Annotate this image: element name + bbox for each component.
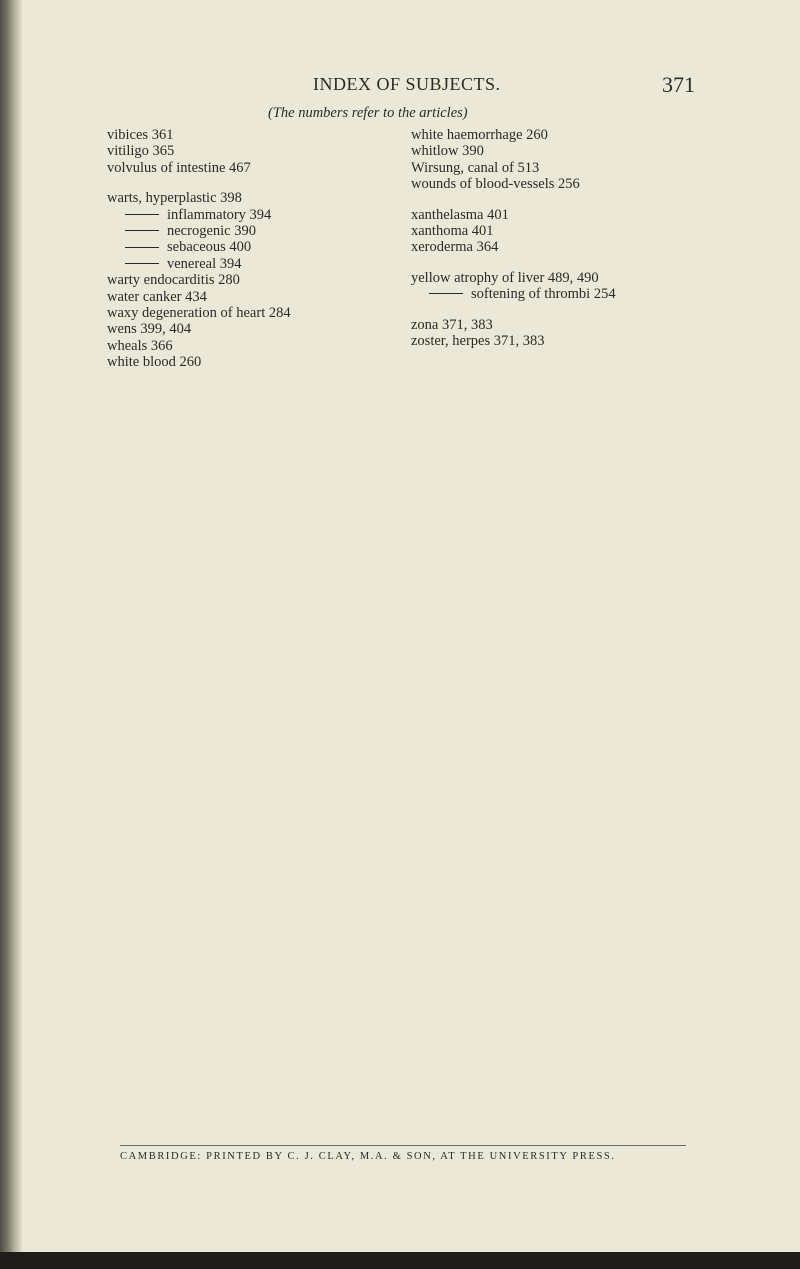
running-head: INDEX OF SUBJECTS.	[313, 74, 501, 94]
index-entry-text: inflammatory 394	[167, 206, 272, 223]
ditto-dash	[125, 230, 159, 231]
index-entry	[107, 321, 397, 337]
index-entry	[411, 317, 701, 333]
index-entry-text: xanthelasma 401	[411, 206, 509, 223]
index-entry	[411, 207, 701, 223]
index-subentry	[107, 207, 397, 223]
index-entry	[411, 160, 701, 176]
index-entry-text: Wirsung, canal of 513	[411, 159, 540, 176]
page-number: 371	[662, 72, 695, 97]
index-entry	[411, 270, 701, 286]
index-entry	[411, 223, 701, 239]
index-entry-text: volvulus of intestine 467	[107, 159, 251, 176]
index-entry-text: vitiligo 365	[107, 143, 175, 160]
index-entry-text: warty endocarditis 280	[107, 272, 240, 289]
ditto-dash	[125, 214, 159, 215]
index-entry-text: vibices 361	[107, 127, 174, 143]
index-entry-text: venereal 394	[167, 255, 242, 272]
index-entry-text: softening of thrombi 254	[471, 286, 616, 303]
index-subentry	[107, 239, 397, 255]
index-entry-text: zoster, herpes 371, 383	[411, 332, 545, 349]
index-subentry	[411, 286, 701, 302]
index-entry	[107, 143, 397, 159]
index-entry-text: zona 371, 383	[411, 316, 493, 333]
index-entry	[107, 354, 397, 370]
printer-imprint: CAMBRIDGE: PRINTED BY C. J. CLAY, M.A. & SON, AT THE UNIVERSITY PRESS.	[120, 1151, 616, 1162]
book-binding-edge	[0, 0, 22, 1269]
index-entry-text: white haemorrhage 260	[411, 127, 548, 143]
ditto-dash	[429, 293, 463, 294]
index-entry-text: sebaceous 400	[167, 239, 252, 256]
index-entry-text: wounds of blood-vessels 256	[411, 176, 580, 193]
index-entry	[107, 289, 397, 305]
index-column-left	[107, 127, 397, 370]
index-entry-text: necrogenic 390	[167, 222, 256, 239]
index-entry-text: yellow atrophy of liver 489, 490	[411, 269, 599, 286]
index-entry-text: wens 399, 404	[107, 321, 192, 338]
index-entry	[411, 239, 701, 255]
index-subentry	[107, 256, 397, 272]
ditto-dash	[125, 247, 159, 248]
index-entry	[411, 333, 701, 349]
index-entry	[411, 176, 701, 192]
index-entry-text: white blood 260	[107, 354, 202, 371]
index-entry	[107, 305, 397, 321]
index-entry	[411, 127, 701, 143]
index-entry	[107, 272, 397, 288]
index-entry-text: water canker 434	[107, 288, 207, 305]
page-bottom-edge	[0, 1252, 800, 1269]
index-entry	[107, 338, 397, 354]
index-note: (The numbers refer to the articles)	[268, 105, 468, 121]
index-entry-text: wheals 366	[107, 337, 173, 354]
index-column-right	[411, 127, 701, 349]
index-entry	[107, 190, 397, 206]
index-entry-text: whitlow 390	[411, 143, 484, 160]
index-entry	[107, 160, 397, 176]
index-entry-text: xanthoma 401	[411, 222, 494, 239]
index-entry-text: xeroderma 364	[411, 239, 499, 256]
index-entry-text: waxy degeneration of heart 284	[107, 304, 291, 321]
imprint-rule	[120, 1145, 686, 1146]
ditto-dash	[125, 263, 159, 264]
page-header	[313, 74, 695, 100]
index-entry	[107, 127, 397, 143]
index-entry-text: warts, hyperplastic 398	[107, 190, 242, 207]
index-entry	[411, 143, 701, 159]
index-subentry	[107, 223, 397, 239]
